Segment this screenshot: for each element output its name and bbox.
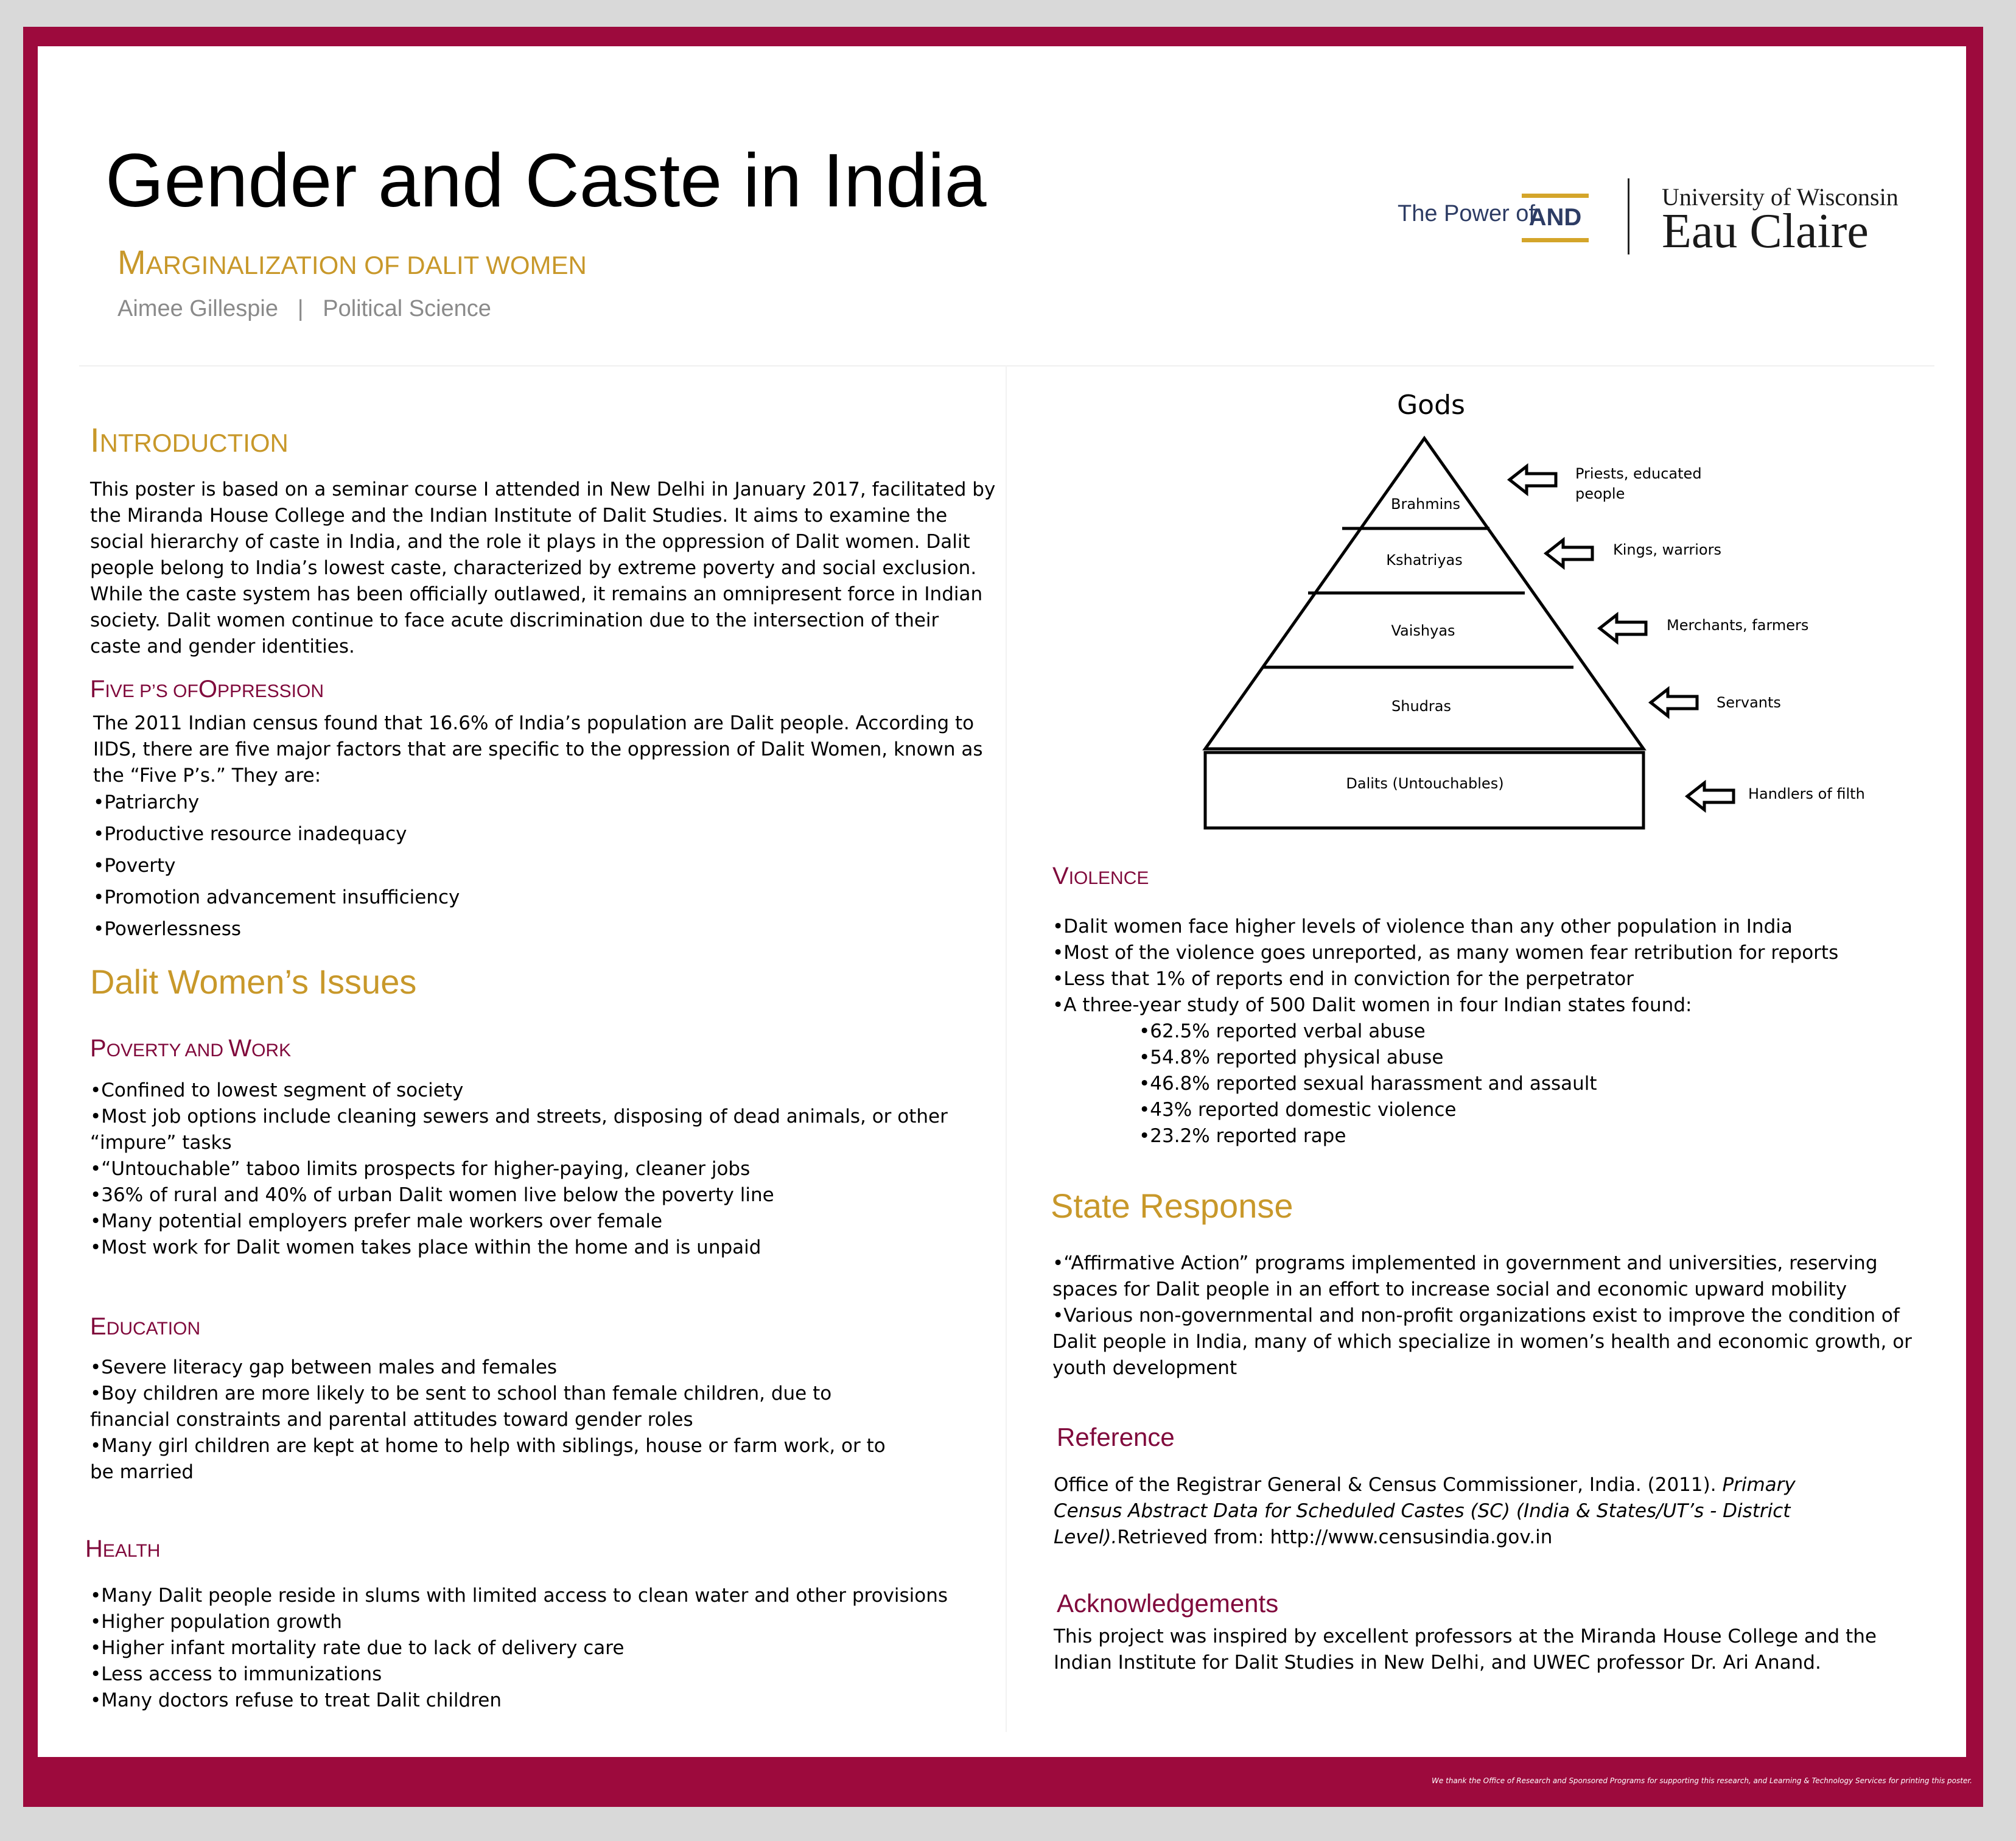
separator: |: [297, 296, 304, 321]
list-item: •Most work for Dalit women takes place within the home and is unpaid: [90, 1236, 761, 1258]
footer-note: We thank the Office of Research and Sponsored Programs for supporting this research, and Learning & Technology Services for printing this poster.: [1432, 1776, 1972, 1785]
role-label-merchants: Merchants, farmers: [1667, 617, 1809, 634]
list-item: •Powerlessness: [93, 918, 242, 940]
department: Political Science: [323, 296, 491, 321]
list-item: financial constraints and parental attitudes toward gender roles: [90, 1409, 693, 1431]
pyramid-apex-label: Gods: [1397, 390, 1465, 421]
list-item: •Higher population growth: [90, 1611, 342, 1633]
list-item: •Productive resource inadequacy: [93, 823, 407, 845]
list-item: •54.8% reported physical abuse: [1139, 1047, 1444, 1068]
list-item: •62.5% reported verbal abuse: [1139, 1020, 1426, 1042]
left-arrow-icon: [1687, 783, 1734, 810]
health-list: [90, 1583, 948, 1714]
left-arrow-icon: [1546, 540, 1592, 567]
role-label-priests: Priests, educated: [1575, 465, 1702, 482]
list-item: •Less that 1% of reports end in conviction for the perpetrator: [1052, 968, 1634, 990]
tier-label-vaishyas: Vaishyas: [1391, 622, 1455, 639]
education-heading: EDUCATION: [90, 1313, 201, 1340]
logo-power-of: The Power of: [1398, 201, 1535, 226]
role-label-priests-2: people: [1575, 485, 1625, 502]
author-line: [117, 296, 491, 322]
left-arrow-icon: [1600, 615, 1646, 642]
logo-campus: Eau Claire: [1662, 205, 1869, 258]
health-heading: HEALTH: [85, 1535, 161, 1562]
list-item: •Boy children are more likely to be sent to school than female children, due to: [90, 1383, 832, 1404]
left-arrow-icon: [1651, 689, 1697, 716]
list-item: •Severe literacy gap between males and females: [90, 1356, 558, 1378]
state-response-heading: State Response: [1051, 1187, 1293, 1225]
left-arrow-icon: [1510, 466, 1556, 493]
acknowledgements-heading: Acknowledgements: [1057, 1589, 1279, 1618]
author-name: Aimee Gillespie: [117, 296, 278, 321]
list-item: •Less access to immunizations: [90, 1663, 382, 1685]
acknowledgements-text: This project was inspired by excellent professors at the Miranda House College and the Indian Institute for Dalit Studies in New Delhi, and UWEC professor Dr. Ari Anand.: [1054, 1625, 1877, 1674]
state-response-text: •“Affirmative Action” programs implemented in government and universities, reserving spaces for Dalit people in an effort to increase social and economic upward mobility •Various non-governmental and non-profit organizations exist to improve the condition of Dalit people in India, many of which specialize in women’s health and economic growth, or youth development: [1052, 1252, 1912, 1379]
list-item: •43% reported domestic violence: [1139, 1099, 1457, 1121]
list-item: “impure” tasks: [90, 1132, 232, 1154]
list-item: •Dalit women face higher levels of violence than any other population in India: [1052, 916, 1793, 938]
violence-heading: VIOLENCE: [1052, 863, 1149, 889]
list-item: •23.2% reported rape: [1139, 1125, 1346, 1147]
violence-list: [1052, 914, 1838, 1149]
list-item: be married: [90, 1461, 194, 1483]
caste-pyramid-diagram: [1193, 390, 1887, 840]
tier-label-shudras: Shudras: [1391, 698, 1451, 715]
list-item: •Patriarchy: [93, 791, 200, 813]
poverty-heading: POVERTY AND WORK: [90, 1035, 292, 1062]
column-divider: [1006, 365, 1007, 1732]
logo-university: University of Wisconsin: [1662, 183, 1899, 211]
logo-and: AND: [1522, 194, 1589, 242]
list-item: •Many doctors refuse to treat Dalit children: [90, 1689, 502, 1711]
reference-text: Office of the Registrar General & Census Commissioner, India. (2011). Primary Census Abstract Data for Scheduled Castes (SC) (India & States/UT’s - District Level).Retrieved from: http://www.censusindia.gov.in: [1054, 1474, 1796, 1548]
list-item: •Many girl children are kept at home to help with siblings, house or farm work, or to: [90, 1435, 886, 1457]
list-item: •Many potential employers prefer male workers over female: [90, 1210, 663, 1232]
intro-heading: INTRODUCTION: [90, 421, 289, 459]
tier-label-brahmins: Brahmins: [1390, 496, 1461, 513]
intro-text: This poster is based on a seminar course I attended in New Delhi in January 2017, facilitated by the Miranda House College and the Indian Institute of Dalit Studies. It aims to examine the social hierarchy of caste in India, and the role it plays in the oppression of Dalit women. Dalit people belong to India’s lowest caste, characterized by extreme poverty and social exclusion. While the caste system has been officially outlawed, it remains an omnipresent force in Indian society. Dalit women continue to face acute discrimination due to the intersection of their caste and gender identities.: [90, 479, 996, 658]
five-ps-list: [93, 790, 460, 948]
role-label-kings: Kings, warriors: [1613, 541, 1721, 558]
list-item: •“Untouchable” taboo limits prospects for higher-paying, cleaner jobs: [90, 1158, 751, 1180]
role-label-handlers: Handlers of filth: [1748, 785, 1865, 802]
list-item: •Most of the violence goes unreported, as many women fear retribution for reports: [1052, 942, 1839, 964]
poverty-list: [90, 1078, 948, 1261]
list-item: •Many Dalit people reside in slums with limited access to clean water and other provisions: [90, 1585, 948, 1607]
logo-divider: [1628, 178, 1629, 254]
education-list: [90, 1355, 886, 1485]
list-item: •A three-year study of 500 Dalit women in four Indian states found:: [1052, 994, 1692, 1016]
list-item: •46.8% reported sexual harassment and assault: [1139, 1073, 1597, 1095]
tier-label-kshatriyas: Kshatriyas: [1386, 552, 1463, 569]
issues-heading: Dalit Women’s Issues: [90, 963, 417, 1001]
poster-subtitle: MARGINALIZATION OF DALIT WOMEN: [117, 243, 587, 281]
role-label-servants: Servants: [1717, 694, 1781, 711]
five-ps-text: The 2011 Indian census found that 16.6% of India’s population are Dalit people. According to IIDS, there are five major factors that are specific to the oppression of Dalit Women, known as the “Five P’s.” They are:: [93, 712, 983, 787]
five-ps-heading: FIVE P’S OFOPPRESSION: [90, 676, 324, 703]
list-item: •Most job options include cleaning sewers and streets, disposing of dead animals, or other: [90, 1106, 948, 1127]
list-item: •Poverty: [93, 855, 176, 877]
list-item: •Promotion advancement insufficiency: [93, 886, 460, 908]
reference-heading: Reference: [1057, 1423, 1175, 1451]
poster-title: Gender and Caste in India: [105, 139, 987, 223]
list-item: •Confined to lowest segment of society: [90, 1079, 464, 1101]
tier-label-dalits: Dalits (Untouchables): [1346, 775, 1504, 792]
header-divider: [79, 365, 1934, 366]
list-item: •36% of rural and 40% of urban Dalit women live below the poverty line: [90, 1184, 774, 1206]
list-item: •Higher infant mortality rate due to lack of delivery care: [90, 1637, 625, 1659]
